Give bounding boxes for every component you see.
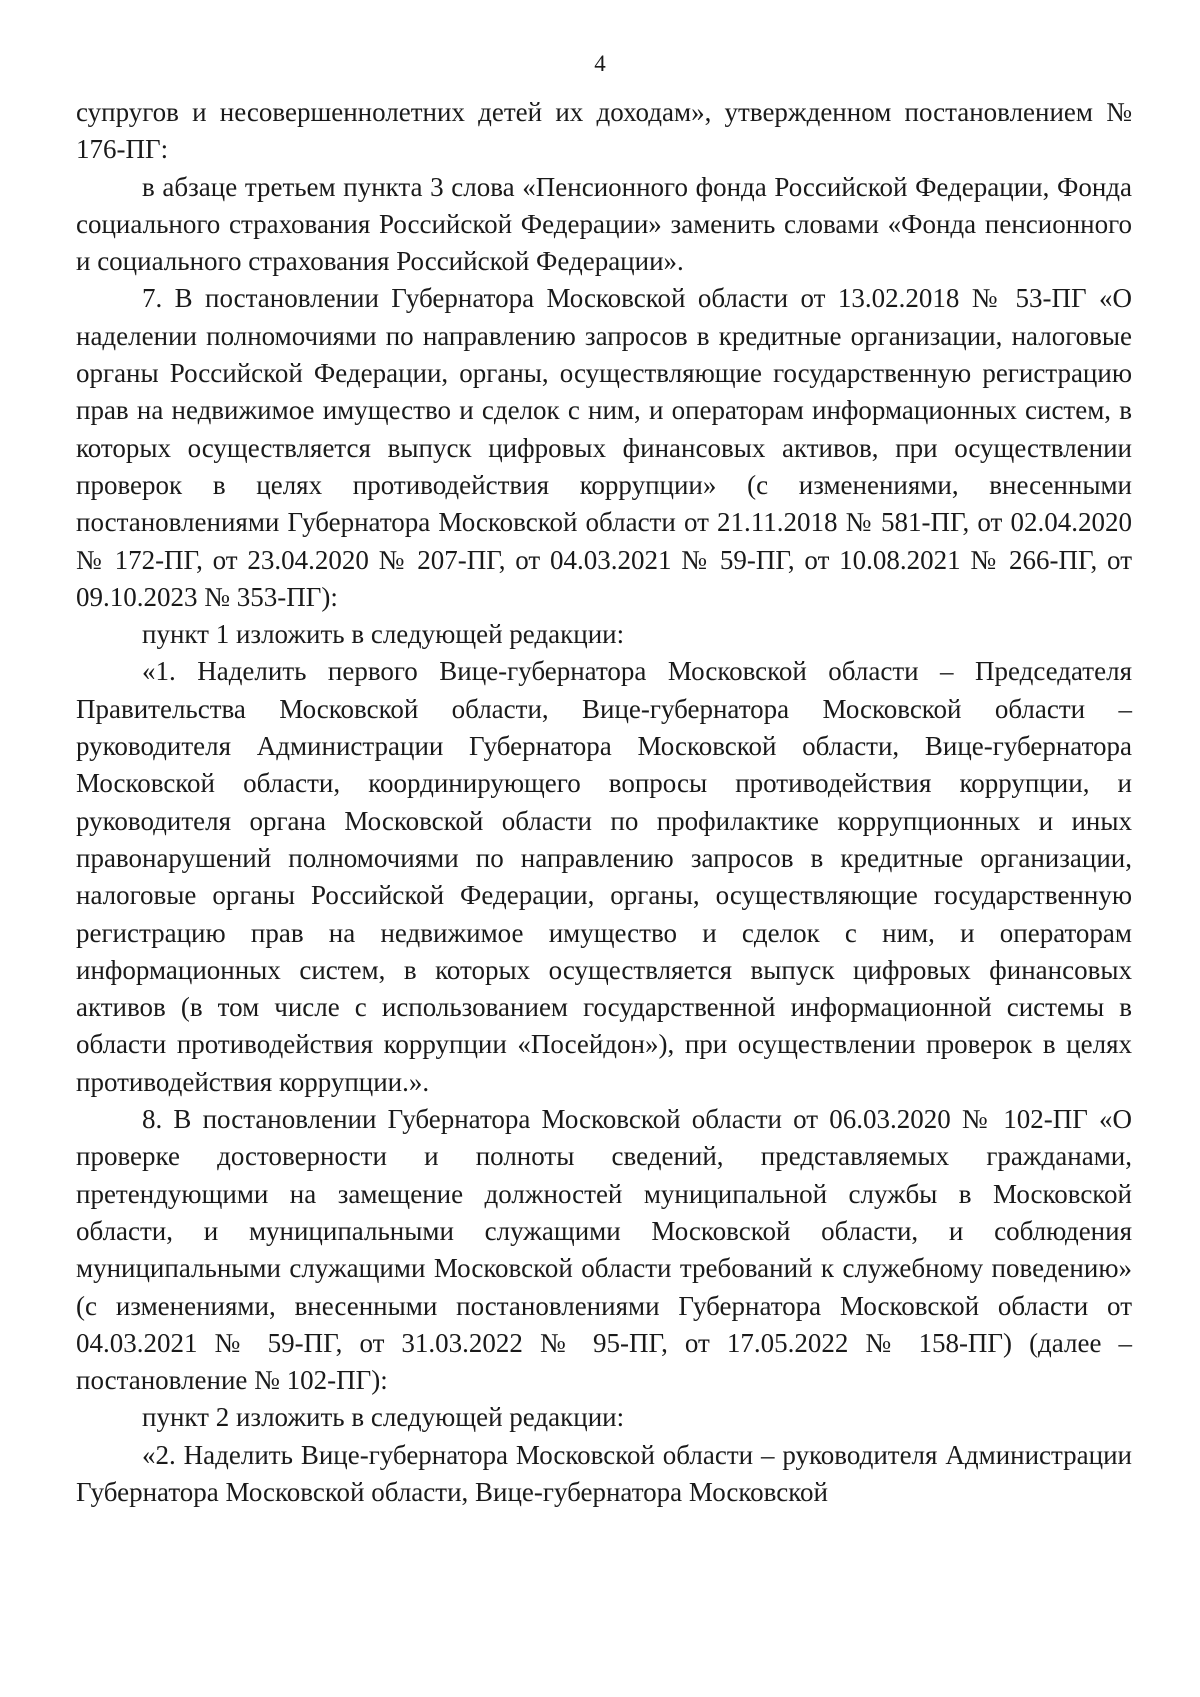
paragraph-amendment-wording: в абзаце третьем пункта 3 слова «Пенсионного фонда Российской Федерации, Фонда социального страхования Российской Федерации» заменить словами «Фонда пенсионного и социального страхования Российской Федерации». <box>76 171 1132 277</box>
paragraph-item-7: 7. В постановлении Губернатора Московской области от 13.02.2018 № 53-ПГ «О наделении полномочиями по направлению запросов в кредитные организации, налоговые органы Российской Федерации, органы, осуществляющие государственную регистрацию прав на недвижимое имущество и сделок с ним, и операторам информационных систем, в которых осуществляется выпуск цифровых финансовых активов, при осуществлении проверок в целях противодействия коррупции» (с изменениями, внесенными постановлениями Губернатора Московской области от 21.11.2018 № 581-ПГ, от 02.04.2020 № 172-ПГ, от 23.04.2020 № 207-ПГ, от 04.03.2021 № 59-ПГ, от 10.08.2021 № 266-ПГ, от 09.10.2023 № 353-ПГ): <box>76 283 1132 612</box>
paragraph-item-8: 8. В постановлении Губернатора Московской области от 06.03.2020 № 102-ПГ «О проверке достоверности и полноты сведений, представляемых гражданами, претендующими на замещение должностей муниципальной службы в Московской области, и муниципальными служащими Московской области, и соблюдения муниципальными служащими Московской области требований к служебному поведению» (с изменениями, внесенными постановлениями Губернатора Московской области от 04.03.2021 № 59-ПГ, от 31.03.2022 № 95-ПГ, от 17.05.2022 № 158-ПГ) (далее – постановление № 102-ПГ): <box>76 1104 1132 1396</box>
document-body <box>76 94 1132 1511</box>
paragraph-item-8-instruction: пункт 2 изложить в следующей редакции: <box>142 1402 625 1433</box>
paragraph-item-7-new-text: «1. Наделить первого Вице-губернатора Московской области – Председателя Правительства Московской области, Вице-губернатора Московской области – руководителя Администрации Губернатора Московской области, Вице-губернатора Московской области, координирующего вопросы противодействия коррупции, и руководителя органа Московской области по профилактике коррупционных и иных правонарушений полномочиями по направлению запросов в кредитные организации, налоговые органы Российской Федерации, органы, осуществляющие государственную регистрацию прав на недвижимое имущество и сделок с ним, и операторам информационных систем, в которых осуществляется выпуск цифровых финансовых активов (в том числе с использованием государственной информационной системы в области противодействия коррупции «Посейдон»), при осуществлении проверок в целях противодействия коррупции.». <box>76 656 1132 1097</box>
page-number: 4 <box>594 51 606 76</box>
paragraph-continuation: супругов и несовершеннолетних детей их доходам», утвержденном постановлением № 176-ПГ: <box>76 97 1132 165</box>
paragraph-item-7-instruction: пункт 1 изложить в следующей редакции: <box>142 619 625 650</box>
paragraph-item-8-new-text: «2. Наделить Вице-губернатора Московской области – руководителя Администрации Губернатора Московской области, Вице-губернатора Московской <box>76 1439 1132 1507</box>
